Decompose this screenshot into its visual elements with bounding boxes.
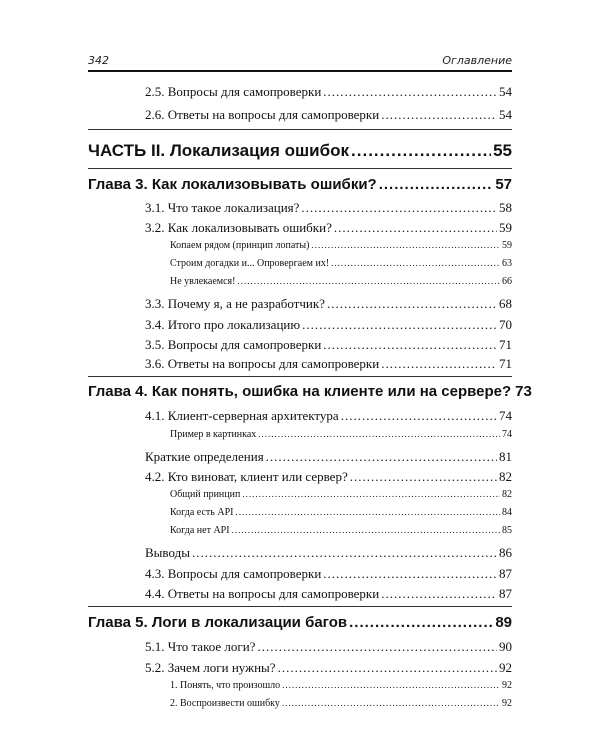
- toc-page: 92: [502, 698, 512, 709]
- toc-part-2: ЧАСТЬ II. Локализация ошибок ..... 55: [88, 141, 512, 161]
- dot-leader: [323, 337, 497, 353]
- dot-leader: [232, 525, 500, 535]
- toc-chapter-4: Глава 4. Как понять, ошибка на клиенте или на сервере? 73: [88, 383, 532, 400]
- toc-page: 89: [495, 614, 512, 631]
- dot-leader: [379, 176, 494, 193]
- dot-leader: [302, 317, 497, 333]
- dot-leader: [323, 566, 497, 582]
- toc-entry-conclusions: Выводы ..... 86: [145, 545, 512, 561]
- dot-leader: [301, 200, 497, 216]
- toc-page: 92: [502, 680, 512, 691]
- dot-leader: [311, 240, 500, 250]
- toc-page: 87: [499, 566, 512, 581]
- toc-chapter-5: Глава 5. Логи в локализации багов ..... 89: [88, 614, 512, 631]
- toc-page: 55: [493, 141, 512, 160]
- toc-subentry: 1. Понять, что произошло ..... 92: [170, 680, 512, 691]
- dot-leader: [350, 469, 497, 485]
- toc-entry-4-2: 4.2. Кто виноват, клиент или сервер? ..... 82: [145, 469, 512, 485]
- dot-leader: [334, 220, 497, 236]
- section-rule: [88, 376, 512, 377]
- toc-subentry: Не увлекаемся! ..... 66: [170, 276, 512, 287]
- toc-page: 71: [499, 337, 512, 352]
- section-rule: [88, 168, 512, 169]
- toc-page: 87: [499, 586, 512, 601]
- toc-entry-2-6: 2.6. Ответы на вопросы для самопроверки ..... 54: [145, 107, 512, 123]
- toc-page: 71: [499, 356, 512, 371]
- toc-entry-4-3: 4.3. Вопросы для самопроверки ..... 87: [145, 566, 512, 582]
- dot-leader: [258, 429, 500, 439]
- toc-page: 84: [502, 507, 512, 518]
- dot-leader: [242, 489, 500, 499]
- toc-entry-3-1: 3.1. Что такое локализация? ..... 58: [145, 200, 512, 216]
- toc-page: 82: [499, 469, 512, 484]
- toc-entry-3-3: 3.3. Почему я, а не разработчик? ..... 68: [145, 296, 512, 312]
- toc-page: 73: [515, 383, 532, 400]
- toc-page: 92: [499, 660, 512, 675]
- dot-leader: [327, 296, 497, 312]
- toc-page: 54: [499, 84, 512, 99]
- dot-leader: [282, 680, 500, 690]
- toc-page: 63: [502, 258, 512, 269]
- toc-page: 58: [499, 200, 512, 215]
- dot-leader: [381, 586, 497, 602]
- toc-entry-4-1: 4.1. Клиент-серверная архитектура ..... 74: [145, 408, 512, 424]
- dot-leader: [266, 449, 497, 465]
- toc-page: 70: [499, 317, 512, 332]
- toc-entry-2-5: 2.5. Вопросы для самопроверки ..... 54: [145, 84, 512, 100]
- toc-page: 82: [502, 489, 512, 500]
- toc-page: 74: [502, 429, 512, 440]
- dot-leader: [257, 639, 497, 655]
- section-rule: [88, 606, 512, 607]
- toc-subentry: Когда нет API ..... 85: [170, 525, 512, 536]
- toc-entry-3-2: 3.2. Как локализовывать ошибки? ..... 59: [145, 220, 512, 236]
- toc-subentry: Общий принцип ..... 82: [170, 489, 512, 500]
- dot-leader: [282, 698, 500, 708]
- toc-subentry: 2. Воспроизвести ошибку ..... 92: [170, 698, 512, 709]
- toc-page: 68: [499, 296, 512, 311]
- toc-page: 86: [499, 545, 512, 560]
- dot-leader: [381, 107, 497, 123]
- toc-subentry: Строим догадки и... Опровергаем их! ..... 63: [170, 258, 512, 269]
- header-rule: [88, 70, 512, 72]
- dot-leader: [323, 84, 497, 100]
- toc-subentry: Копаем рядом (принцип лопаты) ..... 59: [170, 240, 512, 251]
- toc-page: 57: [495, 176, 512, 193]
- dot-leader: [235, 507, 500, 517]
- toc-chapter-3: Глава 3. Как локализовывать ошибки? ..... 57: [88, 176, 512, 193]
- toc-page: 59: [499, 220, 512, 235]
- toc-page: 74: [499, 408, 512, 423]
- toc-page: 81: [499, 449, 512, 464]
- toc-entry-3-6: 3.6. Ответы на вопросы для самопроверки ..... 71: [145, 356, 512, 372]
- toc-entry-3-5: 3.5. Вопросы для самопроверки ..... 71: [145, 337, 512, 353]
- dot-leader: [237, 276, 500, 286]
- toc-entry-5-2: 5.2. Зачем логи нужны? ..... 92: [145, 660, 512, 676]
- toc-page: 66: [502, 276, 512, 287]
- dot-leader: [192, 545, 497, 561]
- running-header-title: Оглавление: [442, 54, 512, 67]
- section-rule: [88, 129, 512, 130]
- dot-leader: [341, 408, 497, 424]
- dot-leader: [381, 356, 497, 372]
- page-number: 342: [88, 54, 109, 67]
- toc-subentry: Когда есть API ..... 84: [170, 507, 512, 518]
- dot-leader: [349, 614, 493, 631]
- toc-entry-4-4: 4.4. Ответы на вопросы для самопроверки ..... 87: [145, 586, 512, 602]
- toc-page: 59: [502, 240, 512, 251]
- dot-leader: [278, 660, 497, 676]
- dot-leader: [331, 258, 500, 268]
- toc-entry-definitions: Краткие определения ..... 81: [145, 449, 512, 465]
- toc-page: 54: [499, 107, 512, 122]
- toc-entry-5-1: 5.1. Что такое логи? ..... 90: [145, 639, 512, 655]
- toc-subentry: Пример в картинках ..... 74: [170, 429, 512, 440]
- toc-entry-3-4: 3.4. Итого про локализацию ..... 70: [145, 317, 512, 333]
- toc-page: 85: [502, 525, 512, 536]
- dot-leader: [351, 141, 491, 161]
- toc-page: 90: [499, 639, 512, 654]
